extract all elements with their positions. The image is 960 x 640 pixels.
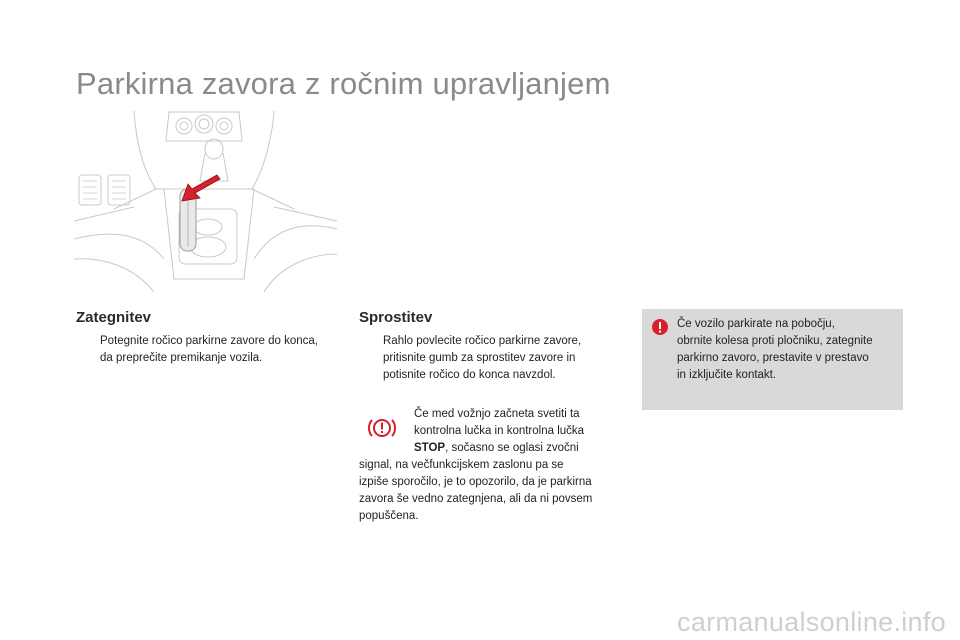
release-line-1: Rahlo povlecite ročico parkirne zavore, xyxy=(383,335,582,347)
stop-line-6: zavora še vedno zategnjena, ali da ni povsem xyxy=(359,493,593,505)
page-title: Parkirna zavora z ročnim upravljanjem xyxy=(76,66,611,101)
stop-line-3: , sočasno se oglasi zvočni xyxy=(445,442,579,454)
warning-line-3: parkirno zavoro, prestavite v prestavo xyxy=(677,352,869,364)
apply-line-1: Potegnite ročico parkirne zavore do konca, xyxy=(100,335,318,347)
warning-line-1: Če vozilo parkirate na pobočju, xyxy=(677,318,835,330)
apply-heading: Zategnitev xyxy=(76,309,152,326)
stop-line-7: popuščena. xyxy=(359,510,419,522)
apply-bullet xyxy=(78,333,348,373)
stop-note-bottom xyxy=(359,457,629,525)
warning-line-4: in izključite kontakt. xyxy=(677,369,777,381)
stop-note-top xyxy=(414,406,624,457)
stop-label: STOP xyxy=(414,442,446,454)
stop-line-5: izpiše sporočilo, je to opozorilo, da je parkirna xyxy=(359,476,592,488)
handbrake-illustration xyxy=(74,109,337,292)
stop-line-1: Če med vožnjo začneta svetiti ta xyxy=(414,408,580,420)
release-line-2: pritisnite gumb za sprostitev zavore in xyxy=(383,352,576,364)
warning-line-2: obrnite kolesa proti pločniku, zategnite xyxy=(677,335,873,347)
watermark: carmanualsonline.info xyxy=(677,607,946,637)
release-line-3: potisnite ročico do konca navzdol. xyxy=(383,369,556,381)
warning-text xyxy=(677,316,895,384)
brake-warning-icon xyxy=(367,416,397,440)
release-heading: Sprostitev xyxy=(359,309,433,326)
release-bullet xyxy=(361,333,631,389)
stop-line-4: signal, na večfunkcijskem zaslonu pa se xyxy=(359,459,564,471)
exclamation-icon xyxy=(652,319,668,335)
stop-line-2: kontrolna lučka in kontrolna lučka xyxy=(414,425,585,437)
apply-line-2: da preprečite premikanje vozila. xyxy=(100,352,263,364)
